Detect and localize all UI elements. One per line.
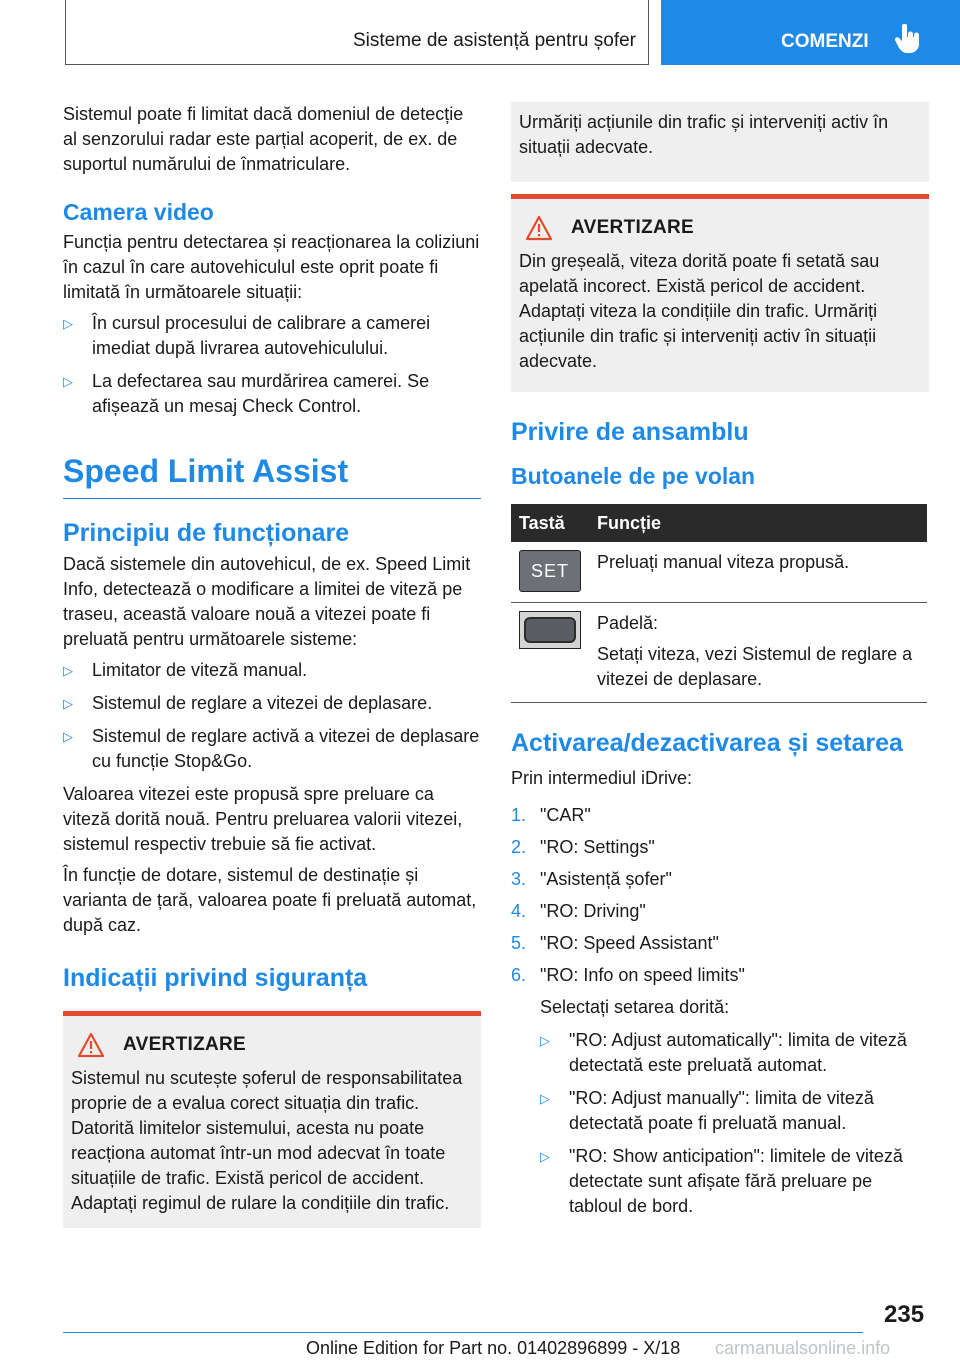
warning-label: AVERTIZARE [123, 1034, 246, 1055]
list-item: ▷ "RO: Adjust manually": limita de viteză detectată poate fi preluată manual. [540, 1088, 874, 1133]
list-item: 4. "RO: Driving" [511, 901, 646, 921]
set-button-icon: SET [519, 550, 581, 592]
camera-paragraph: Funcția pentru detectarea și reacționarea la coliziuni în cazul în care autovehiculul este oprit poate fi limitată în următoarele situații: [63, 232, 480, 302]
camera-heading: Camera video [63, 199, 214, 225]
principle-paragraph: Dacă sistemele din autovehicul, de ex. Speed Limit Info, detectează o modificare a limitei de viteză pe traseu, această valoare nouă a vitezei poate fi preluată pentru următoarele sisteme: [63, 554, 471, 649]
warning-text: Sistemul nu scutește șoferul de responsabilitatea proprie de a evalua corect situația din trafic. Datorită limitelor sistemului, acesta nu poate reacționa automat într-un mod adecvat în toate situațiile de trafic. Există pericol de accident. Adaptați regimul de rulare la condițiile din trafic. [71, 1068, 463, 1213]
list-item: ▷ "RO: Adjust automatically": limita de viteză detectată este preluată automat. [540, 1030, 907, 1075]
left-column [63, 102, 481, 1228]
warning-label: AVERTIZARE [571, 217, 694, 238]
table-header-key: Tastă [511, 504, 589, 542]
settings-block [511, 995, 929, 1219]
info-box-text: Urmăriți acțiunile din trafic și interveniți activ în situații adecvate. [519, 112, 889, 157]
section-title: Sisteme de asistență pentru șofer [352, 30, 636, 51]
footer-edition: Online Edition for Part no. 01402896899 - X/18 [306, 1338, 681, 1358]
triangle-bullet-icon: ▷ [63, 663, 73, 678]
triangle-bullet-icon: ▷ [63, 316, 73, 331]
options-list [540, 1028, 929, 1219]
header-section-box [65, 0, 649, 65]
buttons-heading: Butoanele de pe volan [511, 463, 756, 489]
triangle-bullet-icon: ▷ [63, 729, 73, 744]
list-item: ▷ Limitator de viteză manual. [63, 658, 481, 683]
triangle-bullet-icon: ▷ [540, 1091, 550, 1106]
triangle-bullet-icon: ▷ [63, 696, 73, 711]
list-item: ▷ "RO: Show anticipation": limitele de viteză detectate sunt afișate fără preluare pe tabloul de bord. [540, 1146, 903, 1216]
table-header-function: Funcție [589, 504, 927, 542]
warning-box [63, 1011, 481, 1228]
safety-heading: Indicații privind siguranța [63, 964, 368, 992]
table-cell: Padelă: Setați viteza, vezi Sistemul de reglare a vitezei de deplasare. [589, 603, 927, 703]
warning-text: Din greșeală, viteza dorită poate fi setată sau apelată incorect. Există pericol de accident. Adaptați viteza la condițiile din trafic. Urmăriți acțiunile din trafic și interveniți activ în situații adecvate. [519, 251, 880, 371]
warning-triangle-icon [77, 1032, 105, 1058]
steps-list [511, 803, 929, 988]
camera-list [63, 311, 481, 419]
list-item: 2. "RO: Settings" [511, 837, 655, 857]
tab-comenzi[interactable] [661, 0, 960, 65]
principle-heading: Principiu de funcționare [63, 519, 350, 547]
tab-label: COMENZI [781, 31, 869, 52]
select-text: Selectați setarea dorită: [540, 997, 730, 1017]
buttons-table [511, 504, 927, 703]
list-item: ▷ În cursul procesului de calibrare a camerei imediat după livrarea autovehiculului. [63, 313, 431, 358]
list-item: ▷ La defectarea sau murdărirea camerei. Se afișează un mesaj Check Control. [63, 371, 430, 416]
table-row [511, 542, 927, 603]
intro-paragraph: Sistemul poate fi limitat dacă domeniul de detecție al senzorului radar este parțial acoperit, de ex. de suportul numărului de înmatriculare. [63, 104, 464, 174]
value-paragraph: Valoarea vitezei este propusă spre preluare ca viteză dorită nouă. Pentru preluarea valorii vitezei, sistemul respectiv trebuie să fie activat. [63, 784, 463, 854]
overview-heading: Privire de ansamblu [511, 418, 749, 446]
list-item: 3. "Asistență șofer" [511, 869, 672, 889]
hand-pointer-icon [894, 24, 922, 54]
info-box [511, 102, 929, 182]
via-idrive-text: Prin intermediul iDrive: [511, 768, 693, 788]
warning-triangle-icon [525, 215, 553, 241]
table-row [511, 603, 927, 703]
triangle-bullet-icon: ▷ [540, 1033, 550, 1048]
main-heading: Speed Limit Assist [63, 453, 481, 499]
list-item: ▷ Sistemul de reglare a vitezei de deplasare. [63, 691, 481, 716]
paddle-icon [519, 611, 581, 649]
equipment-paragraph: În funcție de dotare, sistemul de destinație și varianta de țară, valoarea poate fi preluată automat, după caz. [63, 865, 477, 935]
triangle-bullet-icon: ▷ [63, 374, 73, 389]
list-item: 5. "RO: Speed Assistant" [511, 933, 719, 953]
page-number: 235 [884, 1301, 925, 1328]
warning-box [511, 194, 929, 392]
triangle-bullet-icon: ▷ [540, 1149, 550, 1164]
list-item: ▷ Sistemul de reglare activă a vitezei de deplasare cu funcție Stop&Go. [63, 726, 480, 771]
list-item: 6. "RO: Info on speed limits" [511, 965, 745, 985]
footer-watermark: carmanualsonline.info [715, 1338, 891, 1358]
table-cell: Preluați manual viteza propusă. [589, 542, 927, 603]
list-item: 1. "CAR" [511, 805, 591, 825]
footer-divider [63, 1332, 863, 1333]
activation-heading: Activarea/dezactivarea și setarea [511, 729, 903, 757]
principle-list [63, 658, 481, 774]
right-column [511, 102, 929, 1227]
